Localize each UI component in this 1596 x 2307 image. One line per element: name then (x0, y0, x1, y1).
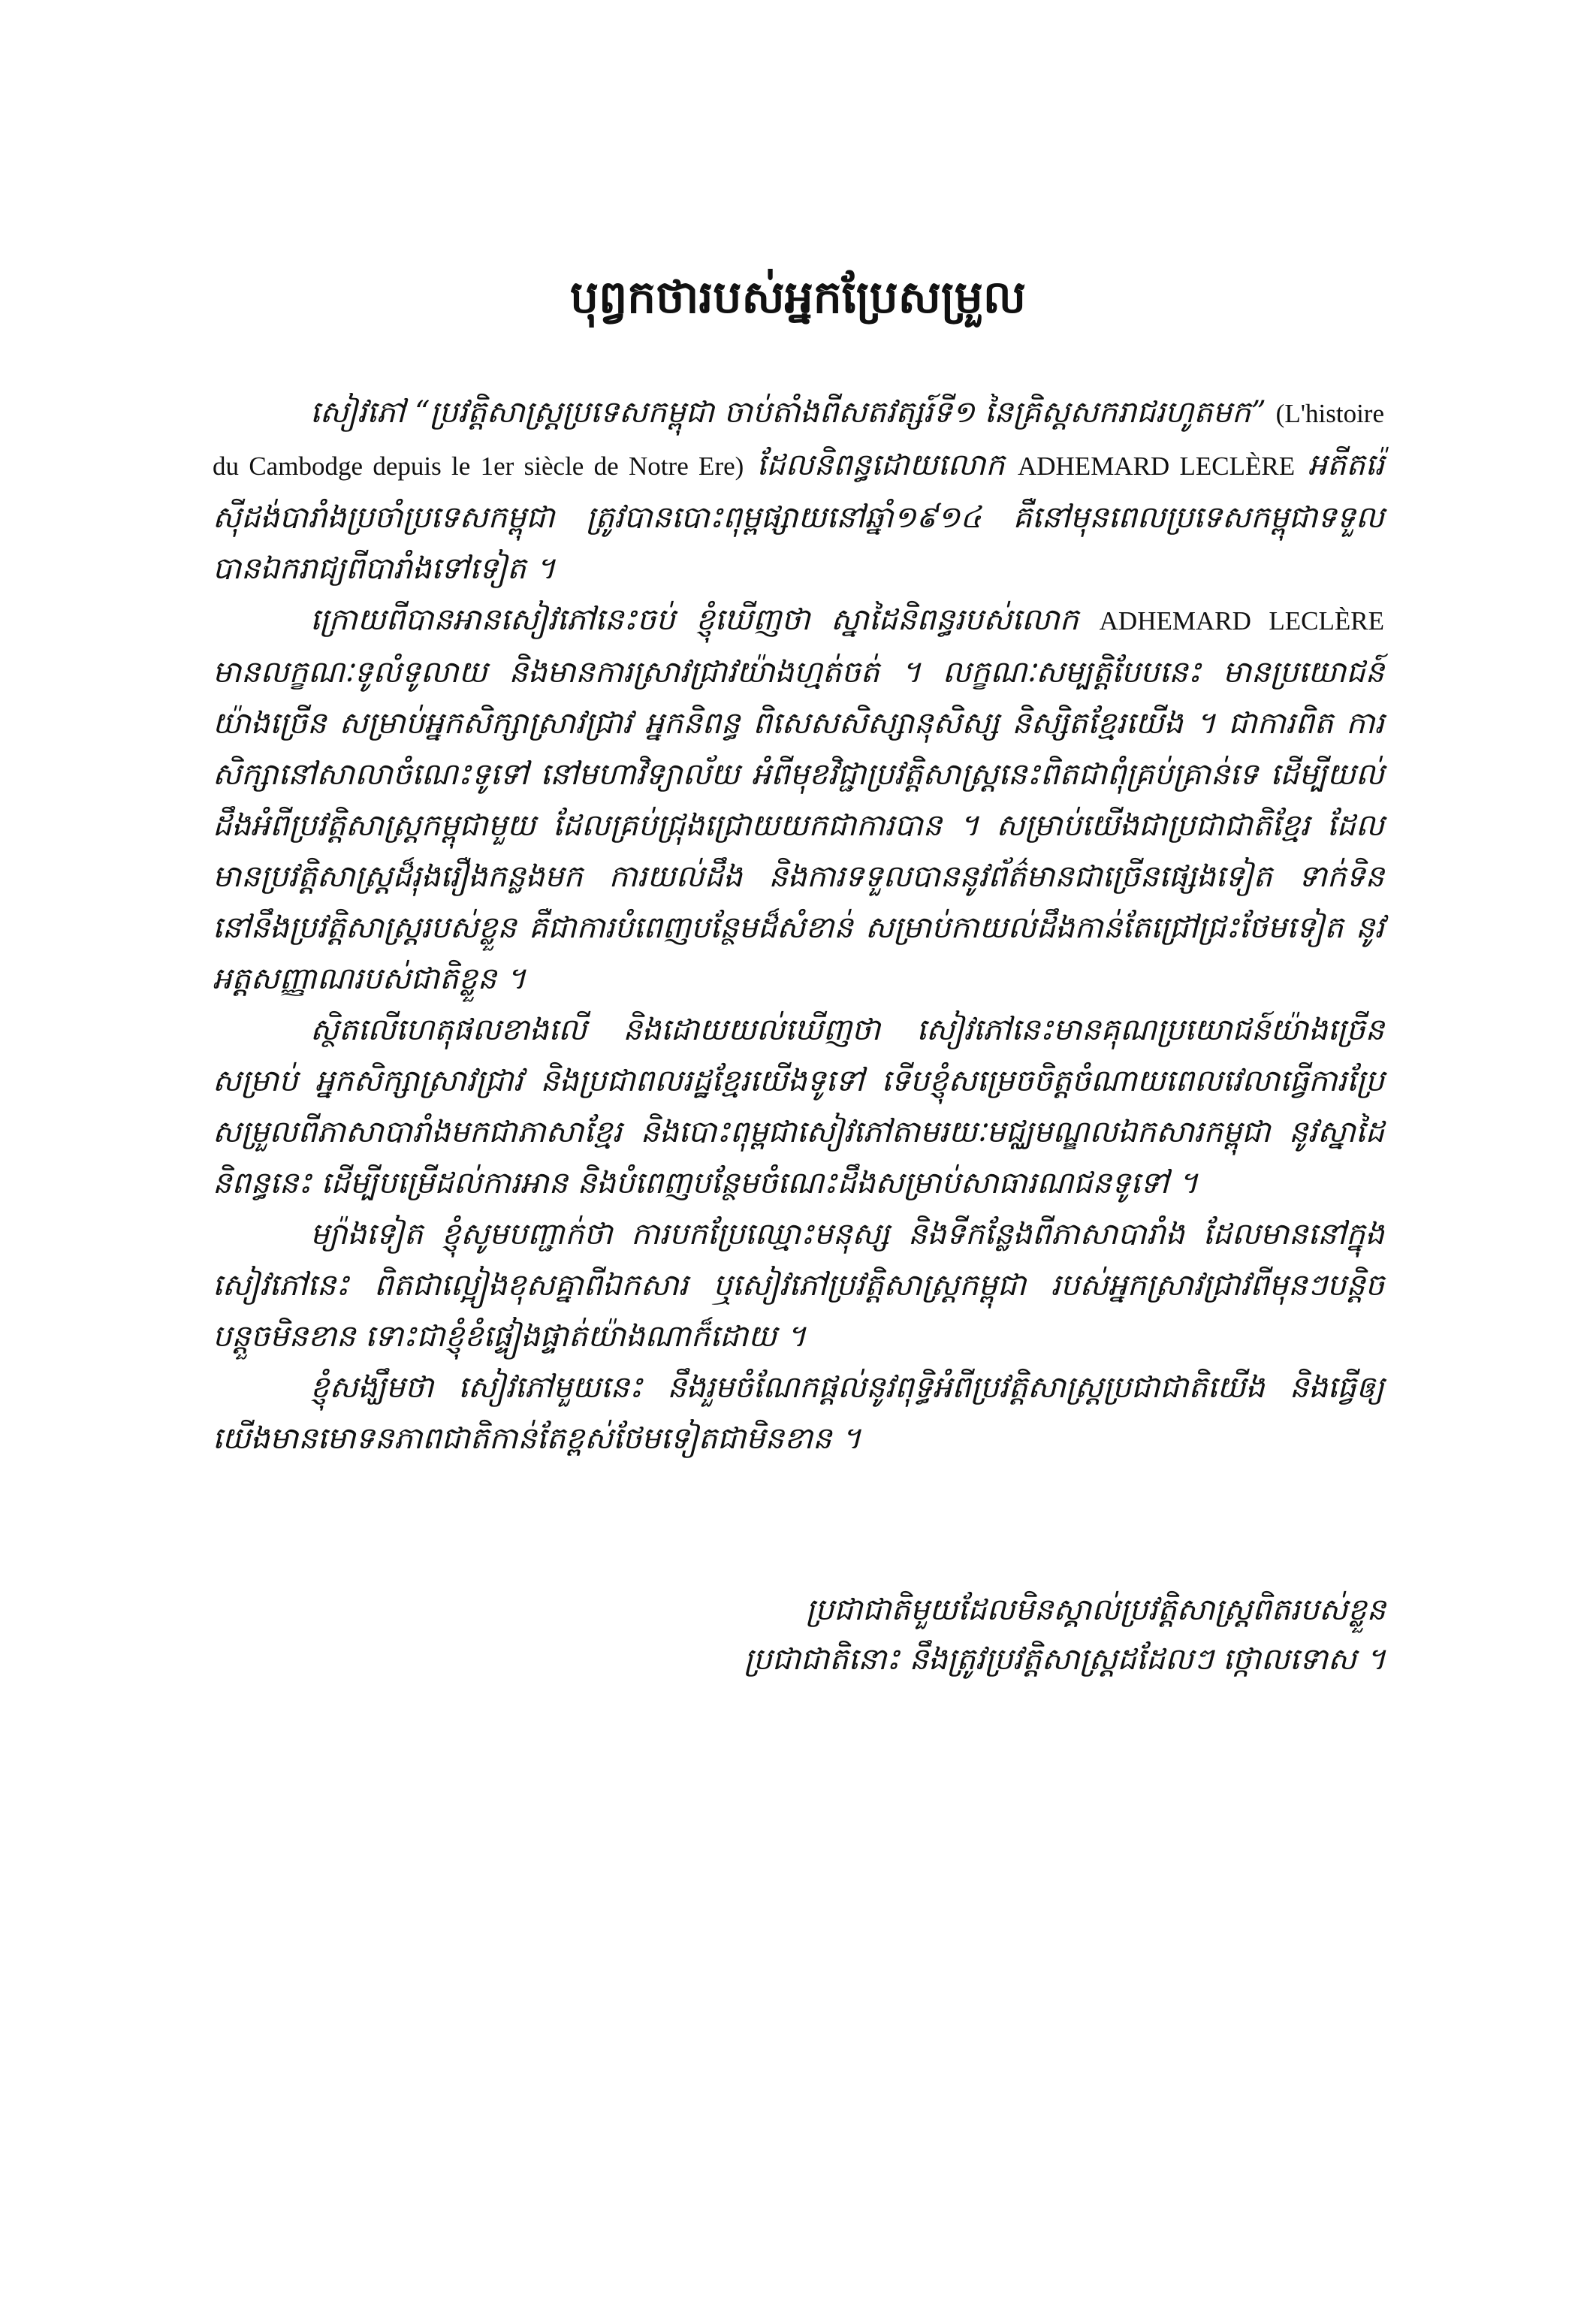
paragraph-5 (213, 1362, 1384, 1464)
paragraph-4-text-1: ម្យ៉ាងទៀត ខ្ញុំសូមបញ្ជាក់ថា ការបកប្រែឈ្មោះមនុស្ស និងទីកន្លែងពីភាសាបារាំង ដែលមាននៅក្នុងសៀវភៅនេះ ពិតជាល្អៀងខុសគ្នាពីឯកសារ ឬសៀវភៅប្រវត្តិសាស្ត្រកម្ពុជា របស់អ្នកស្រាវជ្រាវពីមុនៗបន្តិចបន្តួចមិនខាន ទោះជាខ្ញុំខំផ្ទៀងផ្ទាត់យ៉ាងណាក៏ដោយ ។ (213, 1217, 1384, 1354)
paragraph-2 (213, 594, 1384, 1004)
paragraph-1-text-2: ដែលនិពន្ធដោយលោក (744, 448, 1018, 482)
document-body (213, 387, 1384, 1464)
paragraph-1-latin-title: (L'histoire du Cambodge depuis le 1er siècle de Notre Ere) (213, 399, 1384, 481)
paragraph-4 (213, 1209, 1384, 1362)
paragraph-5-text-1: ខ្ញុំសង្ឃឹមថា សៀវភៅមួយនេះ នឹងរួមចំណែកផ្តល់នូវពុទ្ធិអំពីប្រវត្តិសាស្ត្រប្រជាជាតិយើង និងធ្វើឲ្យយើងមានមោទនភាពជាតិកាន់តែខ្ពស់ថែមទៀតជាមិនខាន ។ (213, 1370, 1384, 1456)
paragraph-1 (213, 387, 1384, 594)
paragraph-2-text-1: ក្រោយពីបានអានសៀវភៅនេះចប់ ខ្ញុំឃើញថា ស្នាដៃនិពន្ធរបស់លោក (310, 602, 1100, 637)
paragraph-2-author-name: ADHEMARD LECLÈRE (1099, 606, 1384, 636)
document-title: បុព្វកថារបស់អ្នកប្រែសម្រួល (569, 271, 1027, 324)
paragraph-2-text-2: មានលក្ខណៈទូលំទូលាយ និងមានការស្រាវជ្រាវយ៉ាងហ្មត់ចត់ ។ លក្ខណៈសម្បត្តិបែបនេះ មានប្រយោជន៍យ៉ាងច្រើន សម្រាប់អ្នកសិក្សាស្រាវជ្រាវ អ្នកនិពន្ធ ពិសេសសិស្សានុសិស្ស និស្សិតខ្មែរយើង ។ ជាការពិត ការសិក្សានៅសាលាចំណេះទូទៅ នៅមហាវិទ្យាល័យ អំពីមុខវិជ្ជាប្រវត្តិសាស្ត្រនេះពិតជាពុំគ្រប់គ្រាន់ទេ ដើម្បីយល់ដឹងអំពីប្រវត្តិសាស្ត្រកម្ពុជាមួយ ដែលគ្រប់ជ្រុងជ្រោយយកជាការបាន ។ សម្រាប់យើងជាប្រជាជាតិខ្មែរ ដែលមានប្រវត្តិសាស្ត្រដ៏រុងរឿងកន្លងមក ការយល់ដឹង និងការទទួលបាននូវព័ត៌មានជាច្រើនផ្សេងទៀត ទាក់ទិននៅនឹងប្រវត្តិសាស្ត្ររបស់ខ្លួន គឺជាការបំពេញបន្ថែមដ៏សំខាន់ សម្រាប់កាយល់ដឹងកាន់តែជ្រៅជ្រះថែមទៀត នូវអត្តសញ្ញាណរបស់ជាតិខ្លួន ។ (213, 655, 1384, 996)
paragraph-1-text-1: សៀវភៅ “ប្រវត្តិសាស្ត្រប្រទេសកម្ពុជា ចាប់តាំងពីសតវត្សរ៍ទី១ នៃគ្រិស្តសករាជរហូតមក” (310, 395, 1276, 430)
paragraph-1-author-name: ADHEMARD LECLÈRE (1017, 451, 1296, 481)
paragraph-3 (213, 1004, 1384, 1209)
paragraph-1-text-3: អតីតរ៉េស៊ីដង់បារាំងប្រចាំប្រទេសកម្ពុជា ត្រូវបានបោះពុម្ពផ្សាយនៅឆ្នាំ១៩១៤ គឺនៅមុនពេលប្រទេសកម្ពុជាទទួលបានឯករាជ្យពីបារាំងទៅទៀត ។ (213, 448, 1385, 586)
closing-quote (526, 1585, 1386, 1684)
closing-quote-line-2: ប្រជាជាតិនោះ នឹងត្រូវប្រវត្តិសាស្ត្រដដែលៗ ថ្កោលទោស ។ (744, 1642, 1386, 1677)
closing-quote-line-1: ប្រជាជាតិមួយដែលមិនស្គាល់ប្រវត្តិសាស្ត្រពិតរបស់ខ្លួន (805, 1593, 1386, 1627)
paragraph-3-text-1: ស្ថិតលើហេតុផលខាងលើ និងដោយយល់ឃើញថា សៀវភៅនេះមានគុណប្រយោជន៍យ៉ាងច្រើនសម្រាប់ អ្នកសិក្សាស្រាវជ្រាវ និងប្រជាពលរដ្ឋខ្មែរយើងទូទៅ ទើបខ្ញុំសម្រេចចិត្តចំណាយពេលវេលាធ្វើការប្រែសម្រួលពីភាសាបារាំងមកជាភាសាខ្មែរ និងបោះពុម្ពជាសៀវភៅតាមរយៈមជ្ឈមណ្ឌលឯកសារកម្ពុជា នូវស្នាដៃនិពន្ធនេះ ដើម្បីបម្រើដល់ការអាន និងបំពេញបន្ថែមចំណេះដឹងសម្រាប់សាធារណជនទូទៅ ។ (213, 1013, 1384, 1200)
